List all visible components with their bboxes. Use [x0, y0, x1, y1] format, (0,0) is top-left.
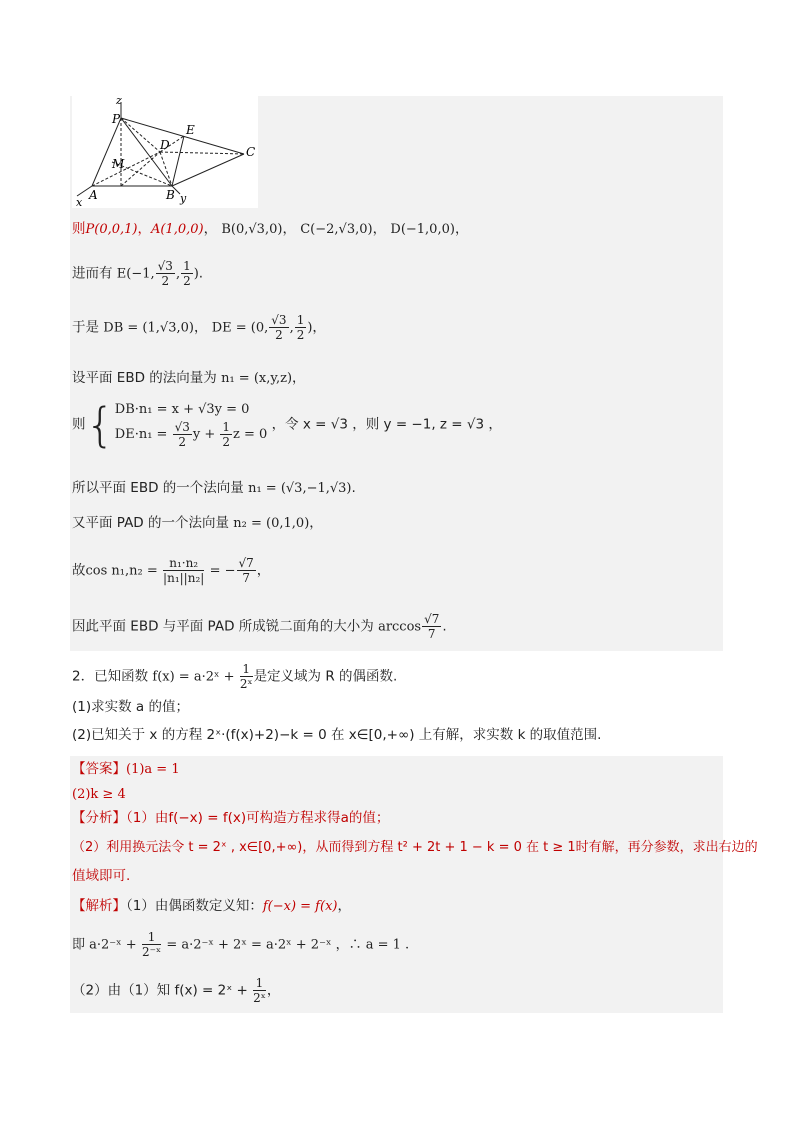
question-2-stem: 2．已知函数 f(x) = a·2ˣ + $\frac{1}{\text{2ˣ}}$ 是定义域为 R 的偶函数. — [72, 662, 398, 691]
vectors-DB-DE-line: 于是 DB = (1,√3,0)， DE = (0, $\frac{√3}{2}$ , $\frac{1}{2}$ )， — [72, 313, 326, 342]
label-z: z — [116, 96, 122, 107]
equation-system-line: 则{ DB·n₁ = x + √3y = 0 DE·n₁ = $\frac{√3}{2}$ y + $\frac{1}{2}$ z = 0 ，令 x = √3 ，则 y = −1, z = √3 ， — [72, 397, 502, 452]
edge-PD-hidden — [121, 118, 160, 152]
coords-line: 则P(0,0,1)，A(1,0,0)， B(0,√3,0)， C(−2,√3,0)， D(−1,0,0)， — [72, 221, 469, 237]
equation-system: DB·n₁ = x + √3y = 0 DE·n₁ = $\frac{√3}{2}$ y + $\frac{1}{2}$ z = 0 — [114, 402, 268, 449]
label-C: C — [246, 145, 256, 159]
answer-line-2: (2)k ≥ 4 — [72, 787, 126, 802]
normal-vector-setup-line: 设平面 EBD 的法向量为 n₁ = (x,y,z)， — [72, 370, 306, 386]
label-y: y — [180, 192, 187, 205]
label-E: E — [186, 123, 195, 137]
explanation-line-2: 即 a·2⁻ˣ + $\frac{1}{\text{2⁻ˣ}}$ = a·2⁻ˣ + 2ˣ = a·2ˣ + 2⁻ˣ ，∴ a = 1 . — [72, 930, 410, 959]
answer-line-1: 【答案】(1)a = 1 — [72, 761, 180, 777]
edge-DB-hidden — [160, 152, 172, 186]
answer-tag: 【答案】 — [72, 761, 126, 777]
edge-PA — [92, 118, 121, 186]
question-2-part-1: (1)求实数 a 的值； — [72, 699, 189, 715]
label-P: P — [112, 112, 121, 126]
label-A: A — [89, 188, 98, 202]
edge-BC — [172, 154, 244, 186]
cosine-line: 故cos n₁,n₂ = $\frac{\text{n₁·n₂}}{\text{|n₁||n₂|}}$ = − $\frac{√7}{7}$ ， — [72, 556, 271, 585]
edge-DC-hidden — [160, 152, 244, 154]
normal-vector-n2-line: 又平面 PAD 的一个法向量 n₂ = (0,1,0)， — [72, 515, 323, 531]
edge-PC — [121, 118, 244, 154]
explanation-line-3: （2）由（1）知 f(x) = 2ˣ + $\frac{1}{\text{2ˣ}}$ ， — [72, 976, 281, 1005]
question-2-part-2: (2)已知关于 x 的方程 2ˣ·(f(x)+2)−k = 0 在 x∈[0,+∞) 上有解，求实数 k 的取值范围. — [72, 727, 602, 743]
edge-BE — [172, 136, 184, 186]
explanation-line-1: 【解析】（1）由偶函数定义知：f(−x) = f(x)， — [72, 898, 351, 914]
label-M: M — [112, 157, 125, 171]
label-x: x — [76, 196, 83, 208]
pyramid-diagram — [72, 96, 258, 208]
explanation-tag: 【解析】 — [72, 898, 126, 914]
dihedral-angle-line: 因此平面 EBD 与平面 PAD 所成锐二面角的大小为 arccos $\frac{√7}{7}$ . — [72, 612, 447, 641]
edge-OD-hidden — [121, 152, 160, 186]
solution-shade-bottom — [70, 756, 723, 1013]
analysis-line-1: 【分析】（1）由f(−x) = f(x)可构造方程求得a的值； — [72, 810, 390, 826]
analysis-tag: 【分析】 — [72, 810, 126, 826]
point-E-line: 进而有 E(−1, $\frac{√3}{2}$ , $\frac{1}{2}$ ). — [72, 259, 204, 288]
left-brace: { — [85, 397, 115, 452]
analysis-line-2: （2）利用换元法令 t = 2ˣ , x∈[0,+∞)，从而得到方程 t² + 2t + 1 − k = 0 在 t ≥ 1时有解，再分参数，求出右边的 — [72, 840, 758, 855]
pyramid-figure — [72, 96, 258, 208]
label-B: B — [166, 188, 175, 202]
label-D: D — [160, 138, 170, 152]
analysis-line-3: 值域即可. — [72, 868, 131, 884]
normal-vector-n1-line: 所以平面 EBD 的一个法向量 n₁ = (√3,−1,√3). — [72, 480, 356, 496]
